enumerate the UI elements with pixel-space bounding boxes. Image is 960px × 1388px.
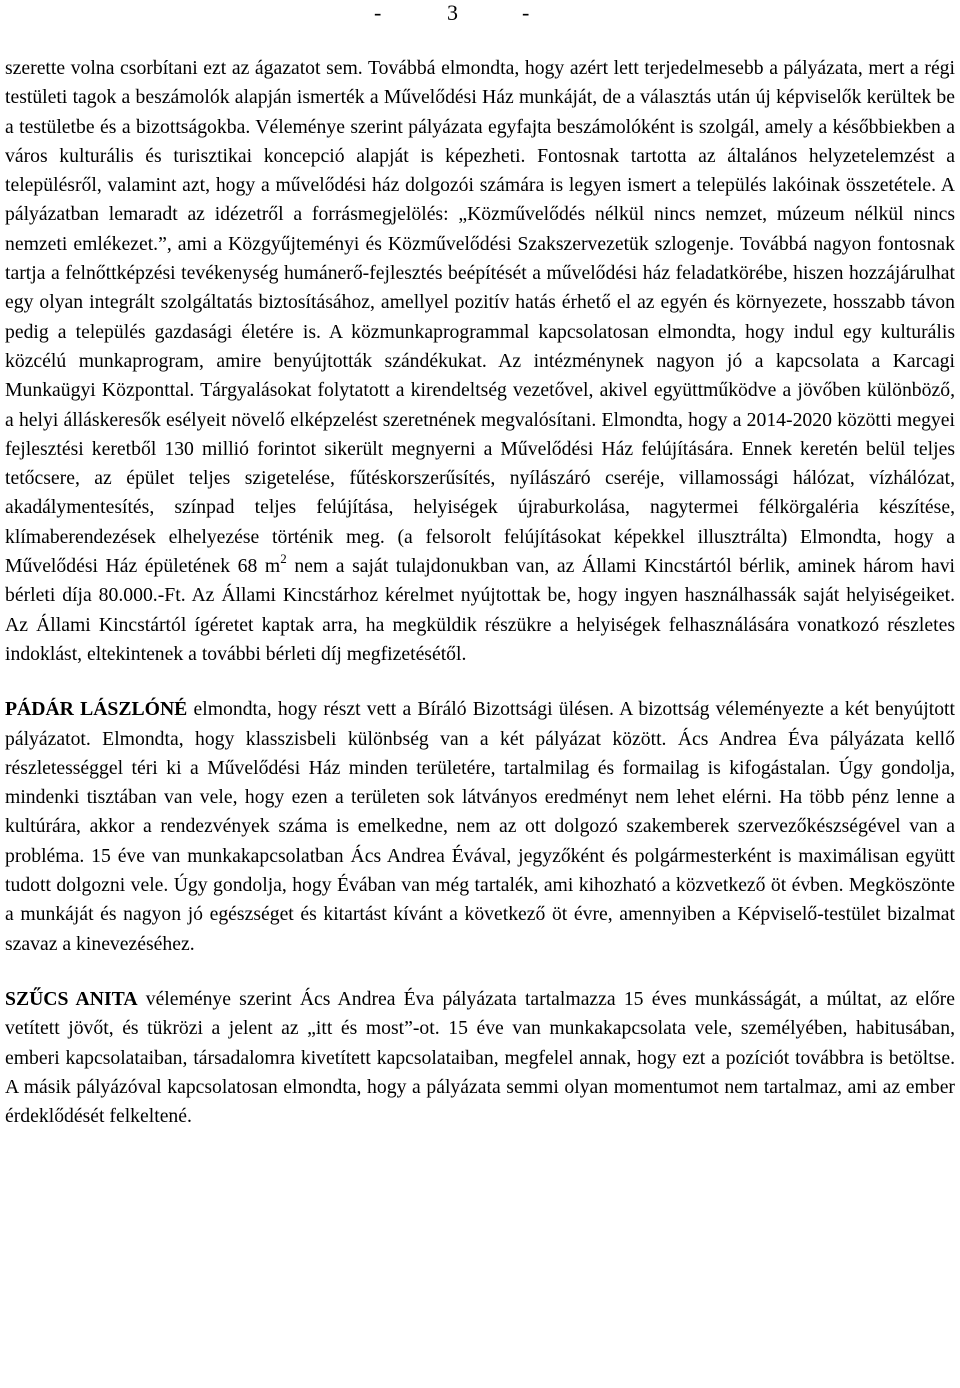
- paragraph-text: véleménye szerint Ács Andrea Éva pályázata tartalmazza 15 éves munkásságát, a múltat, az előre vetített jövőt, és tükrözi a jelent az „itt és most”-ot. 15 éve van munkakapcsolata vele, személyében, habitusában, emberi kapcsolataiban, társadalomra kivetített kapcsolataiban, megfelel annak, hogy ezt a pozíciót továbbra is betöltse. A másik pályázóval kapcsolatosan elmondta, hogy a pályázata semmi olyan momentumot nem tartalmaz, ami az ember érdeklődését felkeltené.: [5, 987, 955, 1128]
- speaker-name: PÁDÁR LÁSZLÓNÉ: [5, 698, 188, 721]
- speaker-name: SZŰCS ANITA: [5, 987, 138, 1010]
- header-left-dash: -: [374, 0, 382, 25]
- page-number: 3: [447, 0, 458, 25]
- paragraph-text-continued: nem a saját tulajdonukban van, az Állami Kincstártól bérlik, aminek három havi bérleti díja 80.000.-Ft. Az Állami Kincstárhoz kérelmet nyújtottak be, hogy ingyen használhassák saját helyiségeiket. Az Állami Kincstártól ígéretet kaptak arra, ha megküldik részükre a helyiségek felhasználására vonatkozó részletes indoklást, eltekintenek a további bérleti díj megfizetésétől.: [5, 555, 956, 665]
- document-body: [5, 54, 955, 1131]
- superscript-square: 2: [280, 551, 287, 567]
- header-right-dash: -: [522, 0, 530, 25]
- paragraph-director-statement: [5, 54, 955, 669]
- page-header: [0, 0, 960, 28]
- paragraph-padar-laszlone: [5, 695, 955, 959]
- paragraph-text: szerette volna csorbítani ezt az ágazatot sem. Továbbá elmondta, hogy azért lett terjedelmesebb a pályázata, mert a régi testületi tagok a beszámolók alapján ismerték a Művelődési Ház munkáját, de a választás után új képviselők kerültek be a testületbe és a bizottságokba. Véleménye szerint pályázata egyfajta beszámolóként is szolgál, amely a későbbiekben a város kulturális és turisztikai koncepció alapját is képezheti. Fontosnak tartotta az általános helyzetelemzést a településről, valamint azt, hogy a művelődési ház dolgozói számára is legyen ismert a település lakóinak összetétele. A pályázatban lemaradt az idézetről a forrásmegjelölés: „Közművelődés nélkül nincs nemzet, múzeum nélkül nincs nemzeti emlékezet.”, ami a Közgyűjteményi és Közművelődési Szakszervezetük szlogenje. Továbbá nagyon fontosnak tartja a felnőttképzési tevékenység humánerő-fejlesztés beépítését a művelődési ház feladatkörébe, hiszen hozzájárulhat egy olyan integrált szolgáltatás biztosításához, amellyel pozitív hatás érhető el az egyén és környezete, hosszabb távon pedig a település gazdasági életére is. A közmunkaprogrammal kapcsolatosan elmondta, hogy indul egy kulturális közcélú munkaprogram, amire benyújtották szándékukat. Az intézménynek nagyon jó a kapcsolata a Karcagi Munkaügyi Központtal. Tárgyalásokat folytatott a kirendeltség vezetővel, akivel együttműködve a jövőben különböző, a helyi álláskeresők esélyeit növelő elképzelést szeretnének megvalósítani. Elmondta, hogy a 2014-2020 közötti megyei fejlesztési keretből 130 millió forintot sikerült megnyerni a Művelődési Ház felújítására. Ennek keretén belül teljes tetőcsere, az épület teljes szigetelése, fűtéskorszerűsítés, nyílászáró cseréje, villamossági hálózat, vízhálózat, akadálymentesítés, színpad teljes felújítása, helyiségek újraburkolása, nagytermei félkörgaléria készítése, klímaberendezések elhelyezése történik meg. (a felsorolt felújításokat képekkel illusztrálta) Elmondta, hogy a Művelődési Ház épületének 68 m: [5, 57, 955, 578]
- paragraph-szucs-anita: [5, 985, 955, 1131]
- paragraph-text: elmondta, hogy részt vett a Bíráló Bizottsági ülésen. A bizottság véleményezte a két benyújtott pályázatot. Elmondta, hogy klasszisbeli különbség van a két pályázat között. Ács Andrea Éva pályázata kellő részletességgel téri ki a Művelődési Ház minden területére, tartalmilag és formailag is kifogástalan. Úgy gondolja, mindenki tisztában van vele, hogy ezen a területen sok látványos eredményt nem lehet elérni. Ha több pénz lenne a kultúrára, akkor a rendezvények száma is emelkedne, nem az ott dolgozó szakemberek szervezőkészségével van a probléma. 15 éve van munkakapcsolatban Ács Andrea Évával, jegyzőként és polgármesterként is maximálisan együtt tudott dolgozni vele. Úgy gondolja, hogy Évában van még tartalék, ami kihozható a közvetkező öt évben. Megköszönte a munkáját és nagyon jó egészséget és kitartást kívánt a következő öt évre, amennyiben a Képviselő-testület bizalmat szavaz a kinevezéséhez.: [5, 698, 955, 955]
